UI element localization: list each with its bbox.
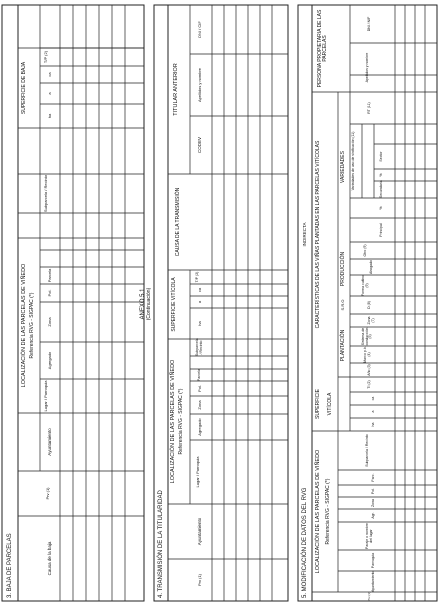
- s5-col-zone: Zona: [371, 499, 375, 507]
- s5-col-year: Año (3): [367, 364, 371, 376]
- s3-col-tp: T/P (2): [43, 50, 48, 64]
- s5-col-rt: RT (11): [367, 102, 371, 114]
- section5-reference: Referencia RVG - SIGPAC (*): [325, 478, 331, 545]
- s5-col-grouping: Agr.: [371, 512, 375, 519]
- s4-col-id: DNI / CIF: [197, 21, 202, 38]
- s3-col-place: Lugar / Parroquia: [43, 380, 48, 412]
- section5-sro: S.R.O: [340, 299, 345, 311]
- s3-col-parcel: Parcela: [47, 268, 52, 283]
- section5-plantation-heading: PLANTACIÓN: [340, 329, 346, 362]
- s4-col-zone: Zona: [197, 400, 202, 410]
- section4-previous-owner-heading: TITULAR ANTERIOR: [173, 63, 179, 116]
- s5-col-irrigation: Ahogado: [369, 260, 373, 275]
- s3-col-a: a: [47, 92, 52, 95]
- s4-col-tp: T/P (2): [195, 271, 199, 283]
- s5-col-pct2: %: [379, 173, 383, 177]
- s3-col-ca: ca: [47, 72, 52, 77]
- section5-location-heading: LOCALIZACIÓN DE LAS PARCELAS DE VIÑEDO: [315, 449, 321, 574]
- s5-col-prov: Prv (1): [367, 592, 371, 601]
- section5-characteristics-heading: CARACTERÍSTICAS DE LAS VIÑAS PLANTADAS EN LAS PARCELAS VITÍCOLAS: [315, 140, 321, 329]
- s5-col-place: Paraje o nombre del lugar: [365, 523, 373, 549]
- s5-col-id: DNI / NIF: [367, 16, 371, 32]
- section3-surface-heading: SUPERFICIE DE BAJA: [21, 61, 27, 115]
- s5-col-parcel: Parc.: [371, 473, 375, 482]
- s5-col-ha: ha: [371, 422, 375, 427]
- s4-col-code: CODEV: [197, 137, 202, 154]
- s5-col-pct1: %: [379, 206, 383, 210]
- s4-col-parcel: Parcela: [197, 369, 201, 381]
- section5-index: INDIRECTA: [302, 222, 307, 247]
- section4-cause-heading: CAUSA DE LA TRANSMISIÓN: [175, 187, 181, 257]
- section5-heading: 5. MODIFICACIÓN DE DATOS DEL RVG: [302, 487, 308, 598]
- s4-col-prov: Prv (1): [197, 574, 202, 586]
- s4-col-place: Lugar / Parroquia: [195, 456, 200, 488]
- section4-heading: 4. TRANSMISIÓN DE LA TITULARIDAD: [158, 490, 164, 598]
- s3-col-pol: Pol.: [47, 289, 52, 297]
- section4-surface-heading: SUPERFICIE VITÍCOLA: [171, 277, 177, 332]
- s5-col-main: Principal: [379, 223, 383, 237]
- s5-col-oth: Otro (9): [363, 244, 367, 257]
- s5-col-subparcel: Subparcela / Recinto: [365, 434, 369, 467]
- s5-col-frame: Marco p.b. (4): [363, 346, 371, 363]
- s5-col-secondary: Secundaria: [379, 180, 383, 198]
- s5-col-municipality: Ayuntamiento: [371, 570, 375, 592]
- s5-col-d: D (8): [367, 301, 371, 309]
- s5-col-ca: ca: [371, 396, 375, 401]
- s4-col-municipality: Ayuntamiento: [197, 517, 202, 546]
- s3-col-zone: Zona: [47, 317, 52, 327]
- annex-subtitle: (Continuación): [146, 287, 152, 321]
- s3-col-cause: Causa de la baja: [47, 541, 52, 576]
- s5-col-parish: Parroquia: [371, 552, 375, 569]
- s5-col-a: a: [371, 410, 375, 413]
- s4-col-a: a: [197, 300, 202, 304]
- section3-reference: Referencia RVG - SIGPAC (*): [29, 292, 35, 359]
- s5-col-sector: Sector: [379, 151, 383, 162]
- s5-col-ti: TI (2): [367, 380, 371, 389]
- annex-title: ANEXO 5.1: [140, 288, 146, 320]
- s4-col-surname: Apellidos y nombre: [197, 67, 202, 103]
- s5-col-pol: Pol.: [371, 487, 375, 495]
- s4-col-pol: Pol.: [197, 385, 202, 392]
- s3-col-ha: ha: [47, 113, 52, 119]
- s5-col-system: Sistema de conducción (5): [361, 327, 372, 346]
- section5-production-heading: PRODUCCIÓN: [340, 251, 346, 287]
- s3-col-municipality: Ayuntamiento: [47, 428, 52, 456]
- s5-col-vars: Variedades de uso de vinificación (11): [351, 131, 355, 191]
- s4-col-subparcel: Subparcela / Recinto: [195, 338, 203, 356]
- s5-col-cultivation: Forma cultivo (9): [361, 274, 369, 296]
- section5-varieties-heading: VARIEDADES: [340, 151, 346, 183]
- section4-reference: Referencia RVG - SIGPAC (*): [178, 388, 184, 455]
- s5-col-zone7: Zona (7): [367, 316, 375, 325]
- section5-surface-heading: SUPERFICIE: [315, 389, 321, 420]
- section5-vit-heading: VITÍCOLA: [327, 392, 333, 416]
- section5-owner-heading: PERSONA PROPIETARIA DE LAS PARCELAS: [317, 9, 328, 88]
- s5-col-surname: Apellidos y nombre: [365, 52, 369, 83]
- s3-col-grouping: Agregado: [47, 351, 52, 370]
- s4-col-ha: ha: [197, 321, 202, 326]
- s3-col-subparcel: Subparcela / Recinto: [43, 174, 48, 213]
- s4-col-grouping: Agregado: [197, 418, 202, 436]
- s4-col-ca: ca: [197, 287, 202, 293]
- s3-col-prov: Prv (1): [45, 487, 50, 500]
- section4-location-heading: LOCALIZACIÓN DE LAS PARCELAS DE VIÑEDO: [170, 359, 176, 484]
- section3-heading: 3. BAJA DE PARCELAS: [7, 533, 13, 598]
- section3-location-heading: LOCALIZACIÓN DE LAS PARCELAS DE VIÑEDO: [21, 263, 27, 388]
